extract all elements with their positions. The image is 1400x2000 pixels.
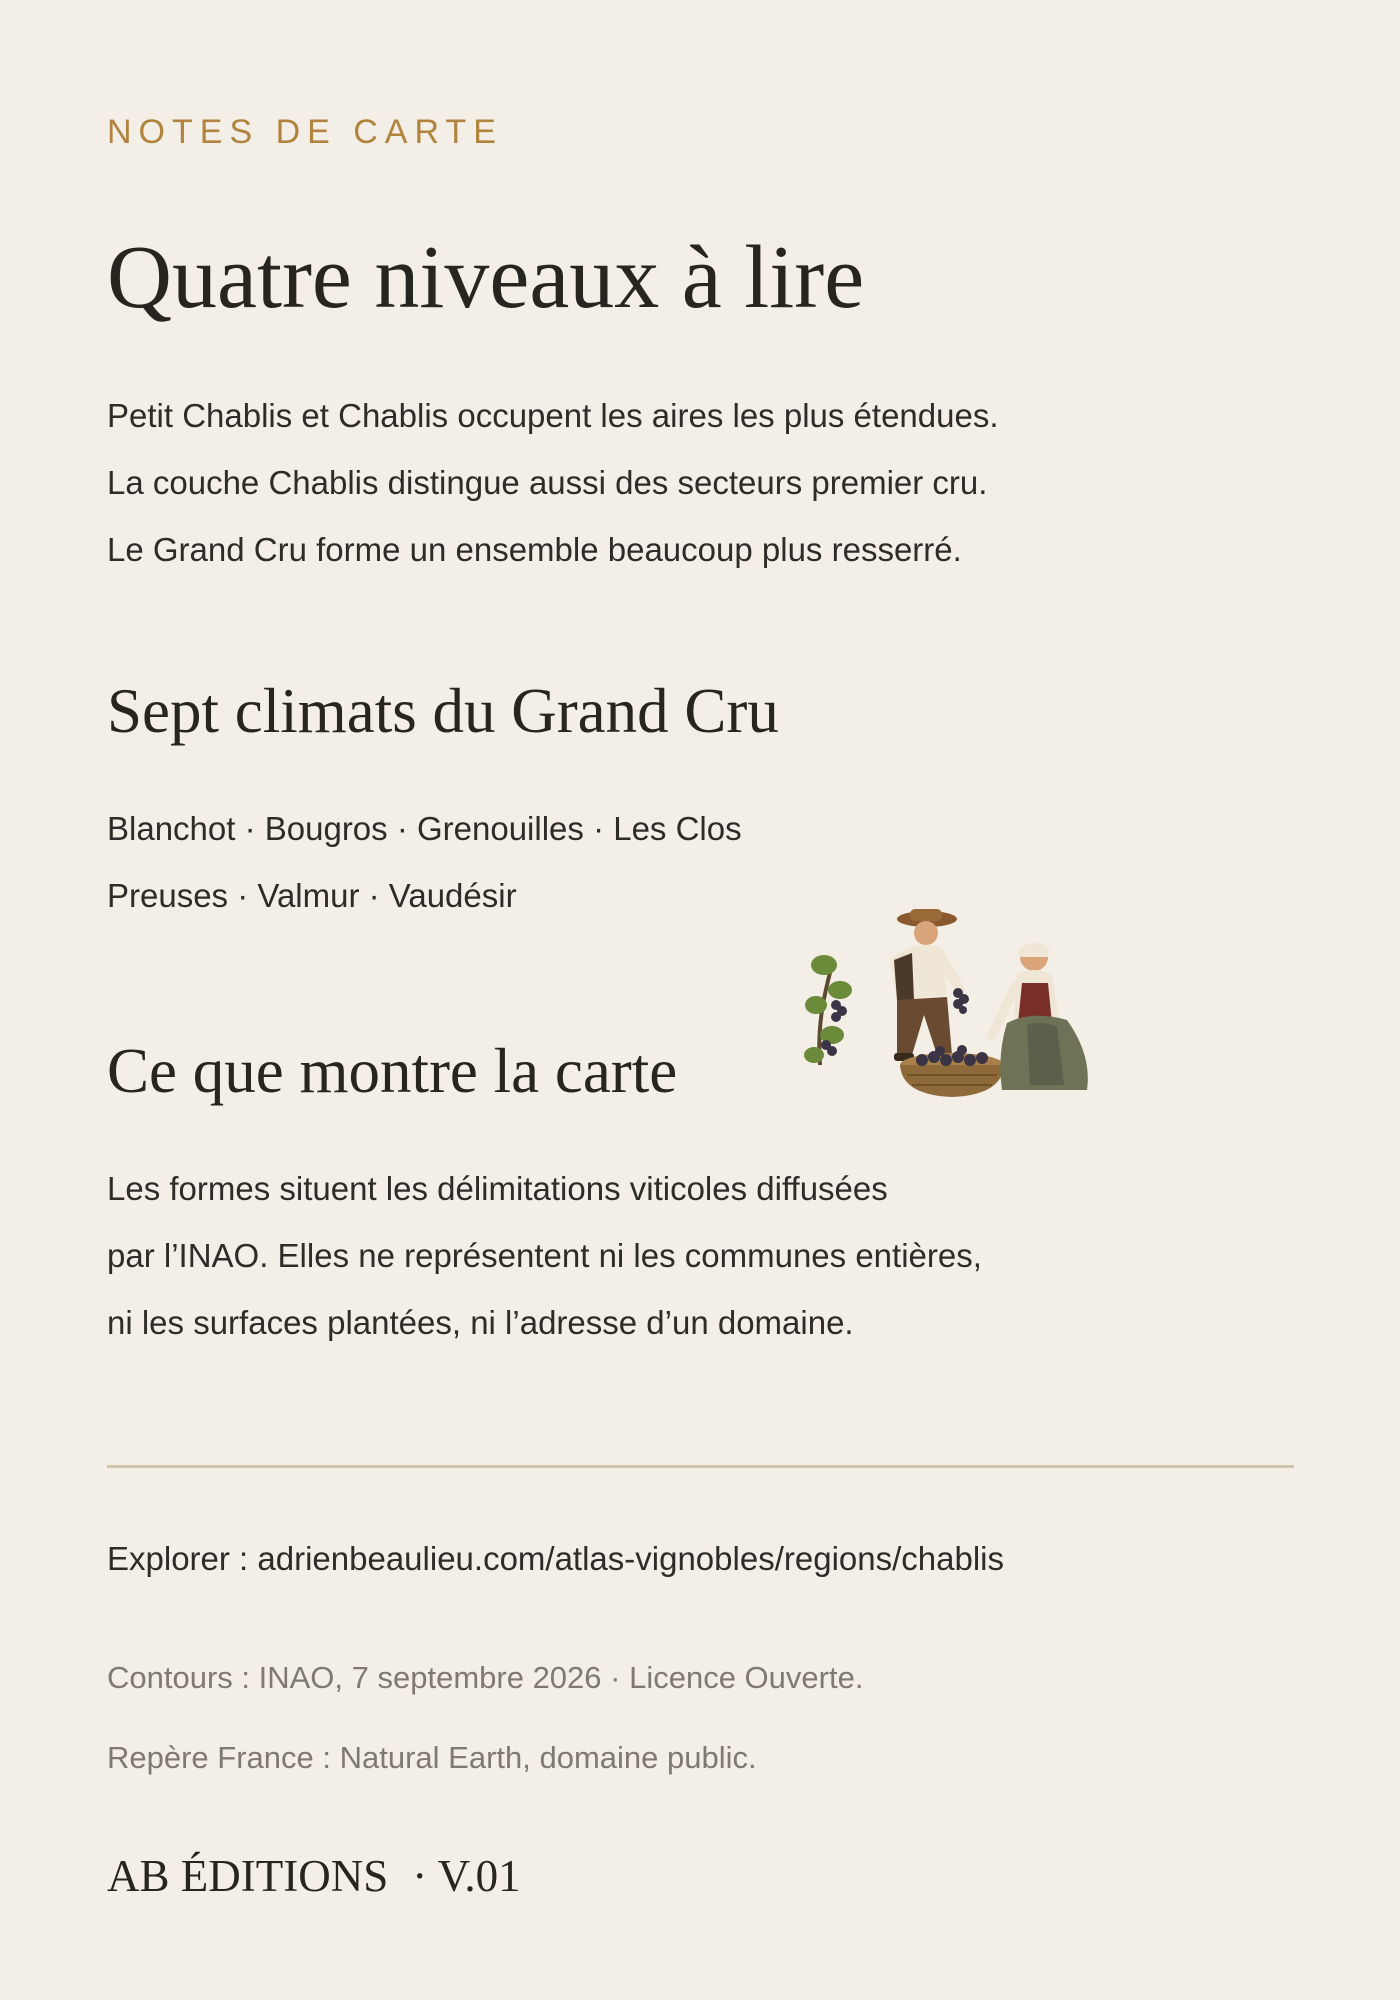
divider bbox=[107, 1465, 1294, 1468]
carte-line: Les formes situent les délimitations viticoles diffusées bbox=[107, 1170, 888, 1207]
climats-heading: Sept climats du Grand Cru bbox=[107, 676, 779, 746]
carte-line: ni les surfaces plantées, ni l’adresse d’un domaine. bbox=[107, 1304, 854, 1341]
intro-line: Petit Chablis et Chablis occupent les aires les plus étendues. bbox=[107, 397, 999, 434]
carte-paragraph bbox=[107, 1155, 982, 1356]
carte-line: par l’INAO. Elles ne représentent ni les communes entières, bbox=[107, 1237, 982, 1274]
brand-signature bbox=[107, 1850, 521, 1902]
carte-heading: Ce que montre la carte bbox=[107, 1036, 678, 1106]
grape-harvest-illustration bbox=[802, 905, 1092, 1100]
explore-link[interactable]: Explorer : adrienbeaulieu.com/atlas-vignobles/regions/chablis bbox=[107, 1540, 1004, 1577]
page-title: Quatre niveaux à lire bbox=[107, 228, 865, 327]
intro-paragraph bbox=[107, 382, 999, 583]
intro-line: Le Grand Cru forme un ensemble beaucoup plus resserré. bbox=[107, 531, 962, 568]
brand-version: · V.01 bbox=[412, 1851, 521, 1901]
intro-line: La couche Chablis distingue aussi des secteurs premier cru. bbox=[107, 464, 988, 501]
source-contours: Contours : INAO, 7 septembre 2026 · Licence Ouverte. bbox=[107, 1660, 864, 1695]
source-france: Repère France : Natural Earth, domaine public. bbox=[107, 1740, 757, 1775]
climats-list bbox=[107, 795, 742, 929]
climats-line: Preuses · Valmur · Vaudésir bbox=[107, 877, 517, 914]
climats-line: Blanchot · Bougros · Grenouilles · Les Clos bbox=[107, 810, 742, 847]
brand-name: AB ÉDITIONS bbox=[107, 1851, 389, 1901]
eyebrow-label: NOTES DE CARTE bbox=[107, 113, 503, 151]
